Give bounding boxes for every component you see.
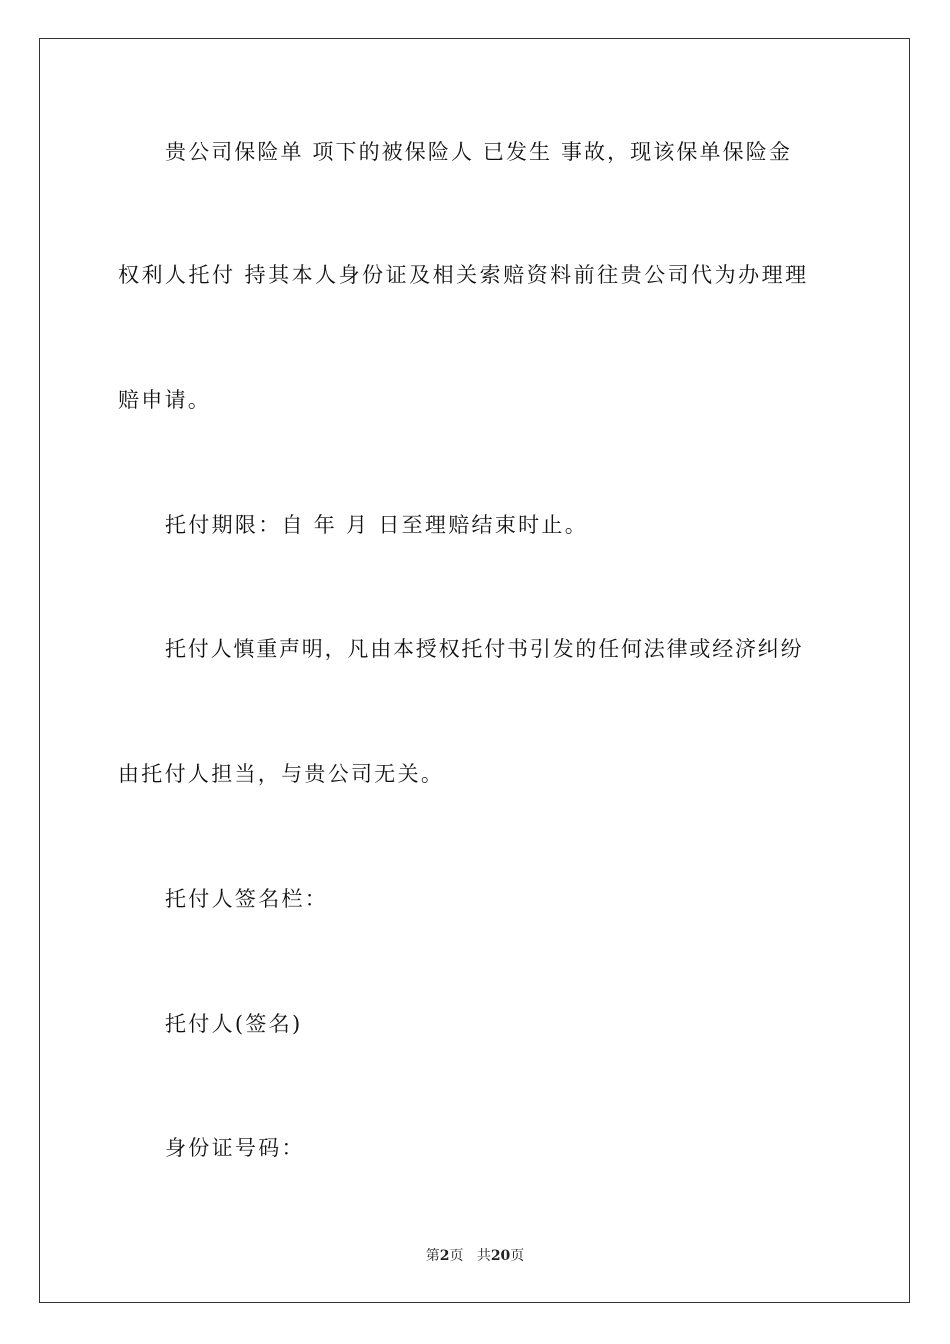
footer-total-pages: 20 — [490, 1248, 511, 1264]
paragraph-line-2: 权利人托付 持其本人身份证及相关索赔资料前往贵公司代为办理理 — [118, 263, 809, 287]
page-footer — [0, 1247, 950, 1265]
footer-page-prefix: 第 — [425, 1248, 440, 1264]
paragraph-line-7: 托付人签名栏： — [165, 887, 329, 911]
footer-total-prefix: 共 — [476, 1248, 491, 1264]
footer-page-number: 2 — [439, 1248, 450, 1264]
page-border — [39, 38, 910, 1303]
paragraph-line-4: 托付期限：自 年 月 日至理赔结束时止。 — [165, 513, 589, 537]
footer-page-suffix: 页 — [449, 1248, 464, 1264]
paragraph-line-3: 赔申请。 — [118, 388, 212, 412]
paragraph-line-9: 身份证号码： — [165, 1136, 305, 1160]
paragraph-line-6: 由托付人担当，与贵公司无关。 — [118, 762, 445, 786]
footer-total-suffix: 页 — [510, 1248, 525, 1264]
paragraph-line-1: 贵公司保险单 项下的被保险人 已发生 事故，现该保单保险金 — [165, 140, 792, 164]
paragraph-line-5: 托付人慎重声明，凡由本授权托付书引发的任何法律或经济纠纷 — [165, 637, 804, 661]
paragraph-line-8: 托付人(签名) — [165, 1012, 303, 1036]
